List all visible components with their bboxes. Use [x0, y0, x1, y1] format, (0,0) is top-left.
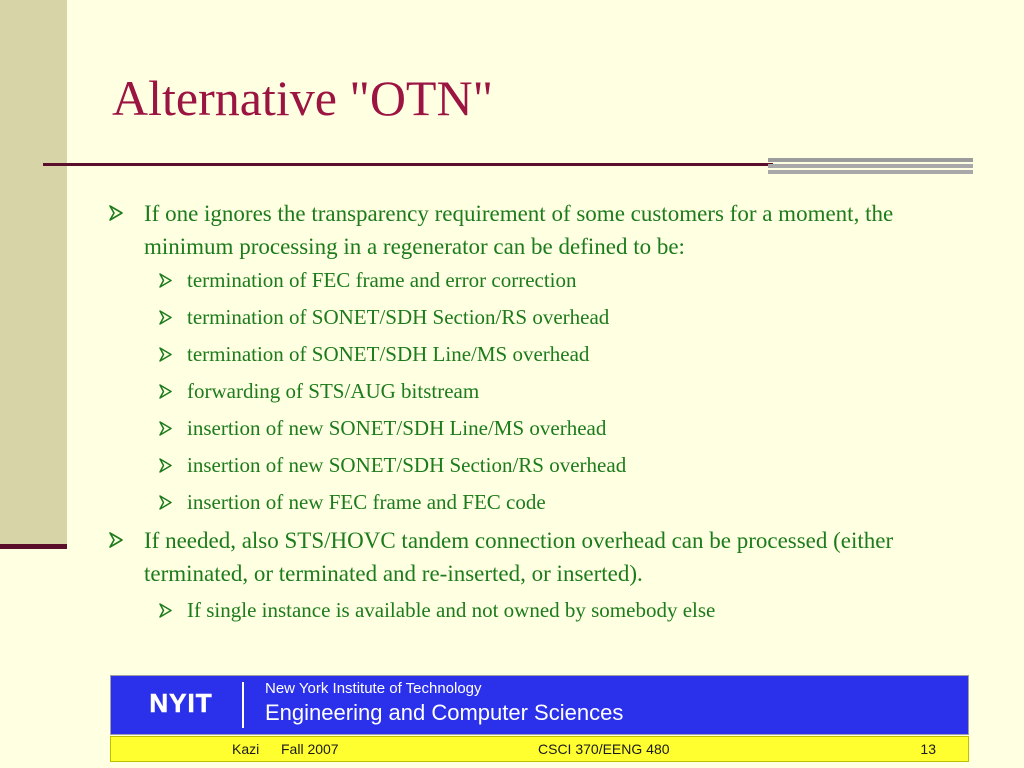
sub-bullet-text: termination of SONET/SDH Line/MS overhead — [187, 342, 590, 366]
bullet-text: If one ignores the transparency requirement of some customers for a moment, the minimum processing in a regenerator can be defined to be: — [144, 201, 894, 259]
sub-bullet-text: termination of FEC frame and error correction — [187, 268, 577, 292]
institution-name: New York Institute of Technology — [265, 680, 482, 697]
sub-bullet-text: insertion of new SONET/SDH Line/MS overhead — [187, 416, 607, 440]
sub-bullet-text: forwarding of STS/AUG bitstream — [187, 379, 480, 403]
left-decor-accent — [0, 544, 67, 549]
arrow-bullet-icon — [159, 384, 177, 404]
logo-divider — [242, 682, 244, 728]
arrow-bullet-icon — [159, 347, 177, 367]
slide-number: 13 — [920, 741, 936, 757]
sub-bullet-text: insertion of new FEC frame and FEC code — [187, 490, 546, 514]
arrow-bullet-icon — [159, 310, 177, 330]
bullet-text: If needed, also STS/HOVC tandem connection overhead can be processed (either terminated, or terminated and re-inserted, or inserted). — [144, 528, 894, 586]
footer-info-strip — [110, 736, 969, 762]
department-name: Engineering and Computer Sciences — [265, 700, 624, 725]
arrow-bullet-icon — [159, 421, 177, 441]
nyit-logo — [131, 686, 231, 720]
footer-term: Fall 2007 — [281, 741, 339, 757]
sub-bullet-text: termination of SONET/SDH Section/RS overhead — [187, 305, 610, 329]
corner-stripes-decor — [768, 158, 973, 180]
title-underline — [43, 163, 773, 166]
footer-course: CSCI 370/EENG 480 — [538, 741, 670, 757]
left-decor-bar — [0, 0, 67, 546]
arrow-bullet-icon — [159, 273, 177, 293]
arrow-bullet-icon — [109, 532, 127, 552]
sub-bullet-text: If single instance is available and not owned by somebody else — [187, 598, 716, 622]
arrow-bullet-icon — [159, 495, 177, 515]
footer-banner — [110, 675, 969, 735]
arrow-bullet-icon — [159, 603, 177, 623]
footer-author: Kazi — [232, 741, 260, 757]
svg-text:NYIT: NYIT — [149, 688, 213, 718]
slide-title: Alternative "OTN" — [112, 70, 493, 126]
sub-bullet-text: insertion of new SONET/SDH Section/RS overhead — [187, 453, 627, 477]
arrow-bullet-icon — [109, 205, 127, 225]
arrow-bullet-icon — [159, 458, 177, 478]
